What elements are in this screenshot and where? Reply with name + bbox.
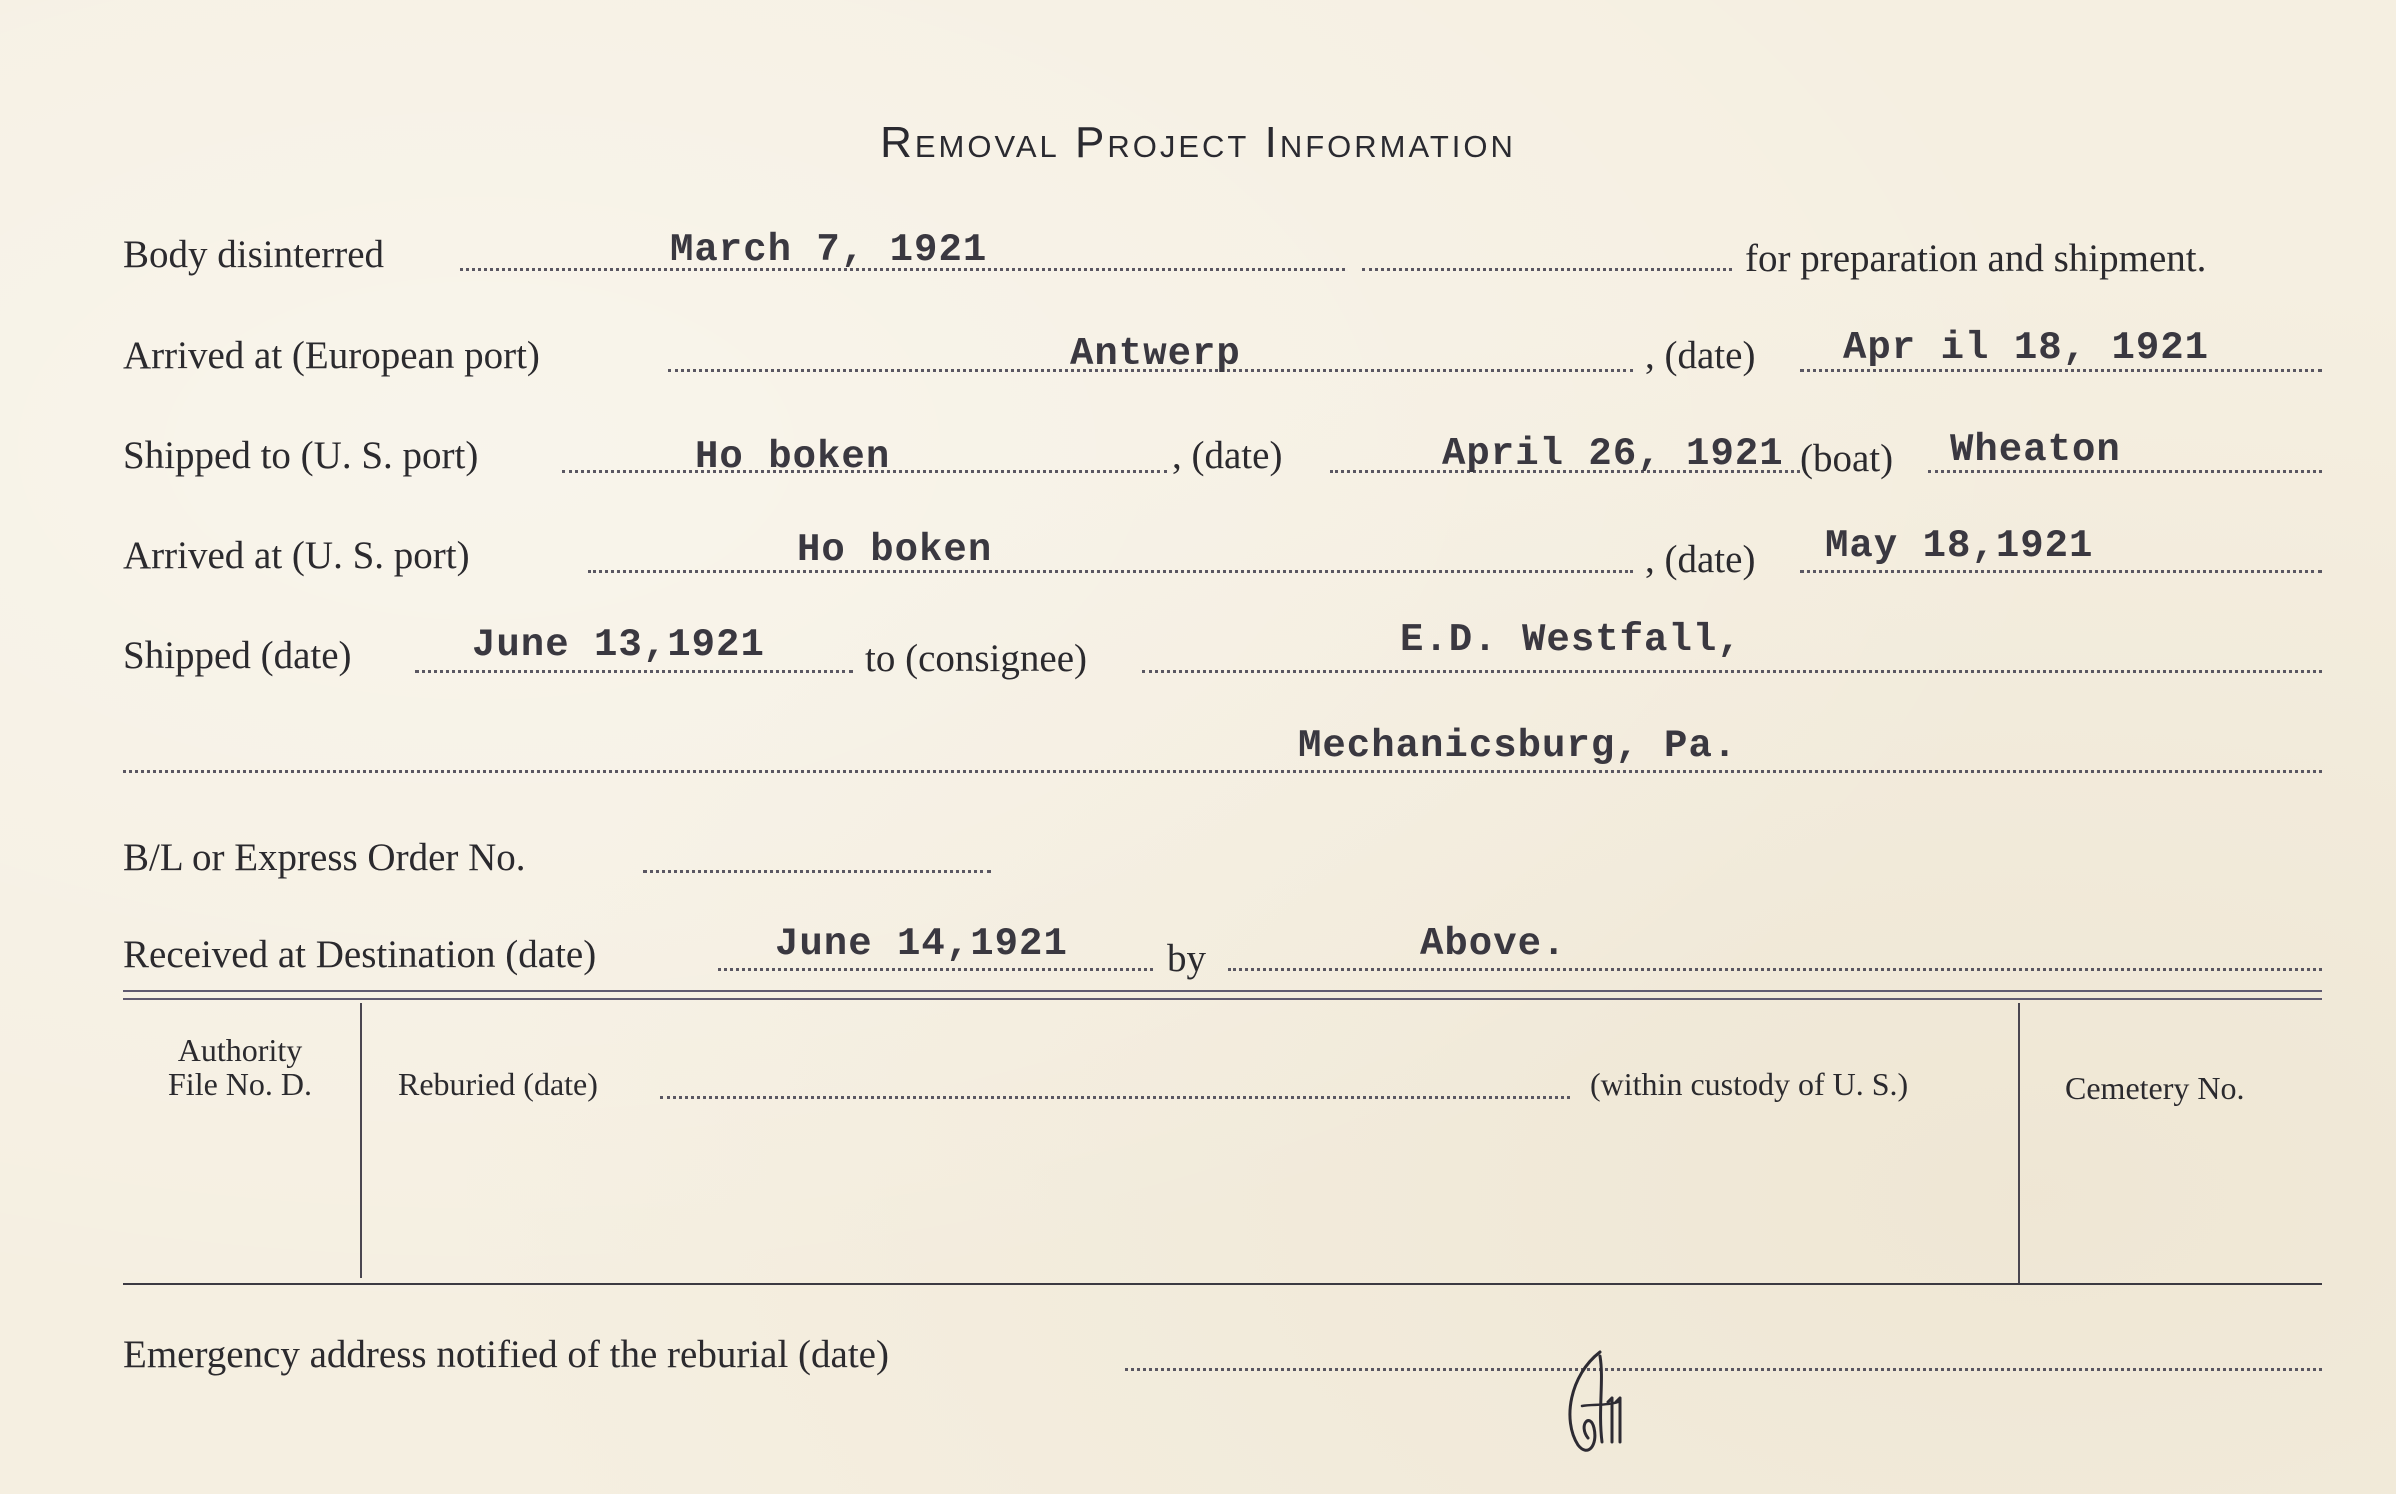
european-port-value: Antwerp bbox=[1070, 332, 1241, 376]
handwritten-initials-icon bbox=[1560, 1350, 1640, 1460]
box-bottom-rule bbox=[123, 1283, 2322, 1285]
disinterred-label: Body disinterred bbox=[123, 233, 385, 276]
box-divider-right bbox=[2018, 1003, 2020, 1283]
shipped-us-value: Ho boken bbox=[695, 435, 891, 479]
shipped-us-date-label: , (date) bbox=[1172, 434, 1283, 477]
arrived-us-date-line bbox=[1800, 570, 2322, 573]
custody-label: (within custody of U. S.) bbox=[1590, 1066, 1909, 1102]
box-top-rule-1 bbox=[123, 990, 2322, 992]
european-date-value: Apr il 18, 1921 bbox=[1843, 326, 2210, 370]
received-label: Received at Destination (date) bbox=[123, 933, 597, 976]
shipped-us-label: Shipped to (U. S. port) bbox=[123, 434, 479, 477]
bl-order-label: B/L or Express Order No. bbox=[123, 836, 526, 879]
shipped-date-line bbox=[415, 670, 853, 673]
received-by-label: by bbox=[1167, 937, 1206, 980]
shipped-us-date-value: April 26, 1921 bbox=[1442, 432, 1784, 476]
arrived-us-value: Ho boken bbox=[797, 528, 993, 572]
cemetery-label: Cemetery No. bbox=[2065, 1070, 2245, 1106]
consignee-value: E.D. Westfall, bbox=[1400, 618, 1742, 662]
box-divider-left bbox=[360, 1003, 362, 1278]
consignee-line bbox=[1142, 670, 2322, 673]
disinterred-value: March 7, 1921 bbox=[670, 228, 988, 272]
consignee-address-line bbox=[123, 770, 2322, 773]
reburied-line bbox=[660, 1096, 1570, 1099]
european-port-label: Arrived at (European port) bbox=[123, 334, 540, 377]
bl-order-line bbox=[643, 870, 991, 873]
european-date-label: , (date) bbox=[1645, 334, 1756, 377]
arrived-us-line bbox=[588, 570, 1633, 573]
emergency-line bbox=[1125, 1368, 2322, 1371]
shipped-date-value: June 13,1921 bbox=[472, 623, 765, 667]
arrived-us-label: Arrived at (U. S. port) bbox=[123, 534, 470, 577]
disinterred-suffix: for preparation and shipment. bbox=[1745, 237, 2207, 280]
authority-file-label: File No. D. bbox=[168, 1066, 312, 1102]
box-top-rule-2 bbox=[123, 998, 2322, 1000]
shipped-date-label: Shipped (date) bbox=[123, 634, 352, 677]
received-by-line bbox=[1228, 968, 2322, 971]
consignee-label: to (consignee) bbox=[865, 637, 1088, 680]
card-title: Removal Project Information bbox=[880, 118, 1516, 167]
consignee-address: Mechanicsburg, Pa. bbox=[1298, 724, 1738, 768]
emergency-label: Emergency address notified of the reburial (date) bbox=[123, 1333, 889, 1376]
received-by-value: Above. bbox=[1420, 922, 1567, 966]
arrived-us-date-value: May 18,1921 bbox=[1825, 524, 2094, 568]
disinterred-line-2 bbox=[1362, 268, 1732, 271]
reburied-label: Reburied (date) bbox=[398, 1066, 598, 1102]
shipped-us-boat-label: (boat) bbox=[1800, 437, 1894, 480]
shipped-us-boat-value: Wheaton bbox=[1950, 428, 2121, 472]
authority-label: Authority bbox=[177, 1032, 303, 1068]
received-line bbox=[718, 968, 1153, 971]
arrived-us-date-label: , (date) bbox=[1645, 538, 1756, 581]
received-value: June 14,1921 bbox=[775, 922, 1068, 966]
